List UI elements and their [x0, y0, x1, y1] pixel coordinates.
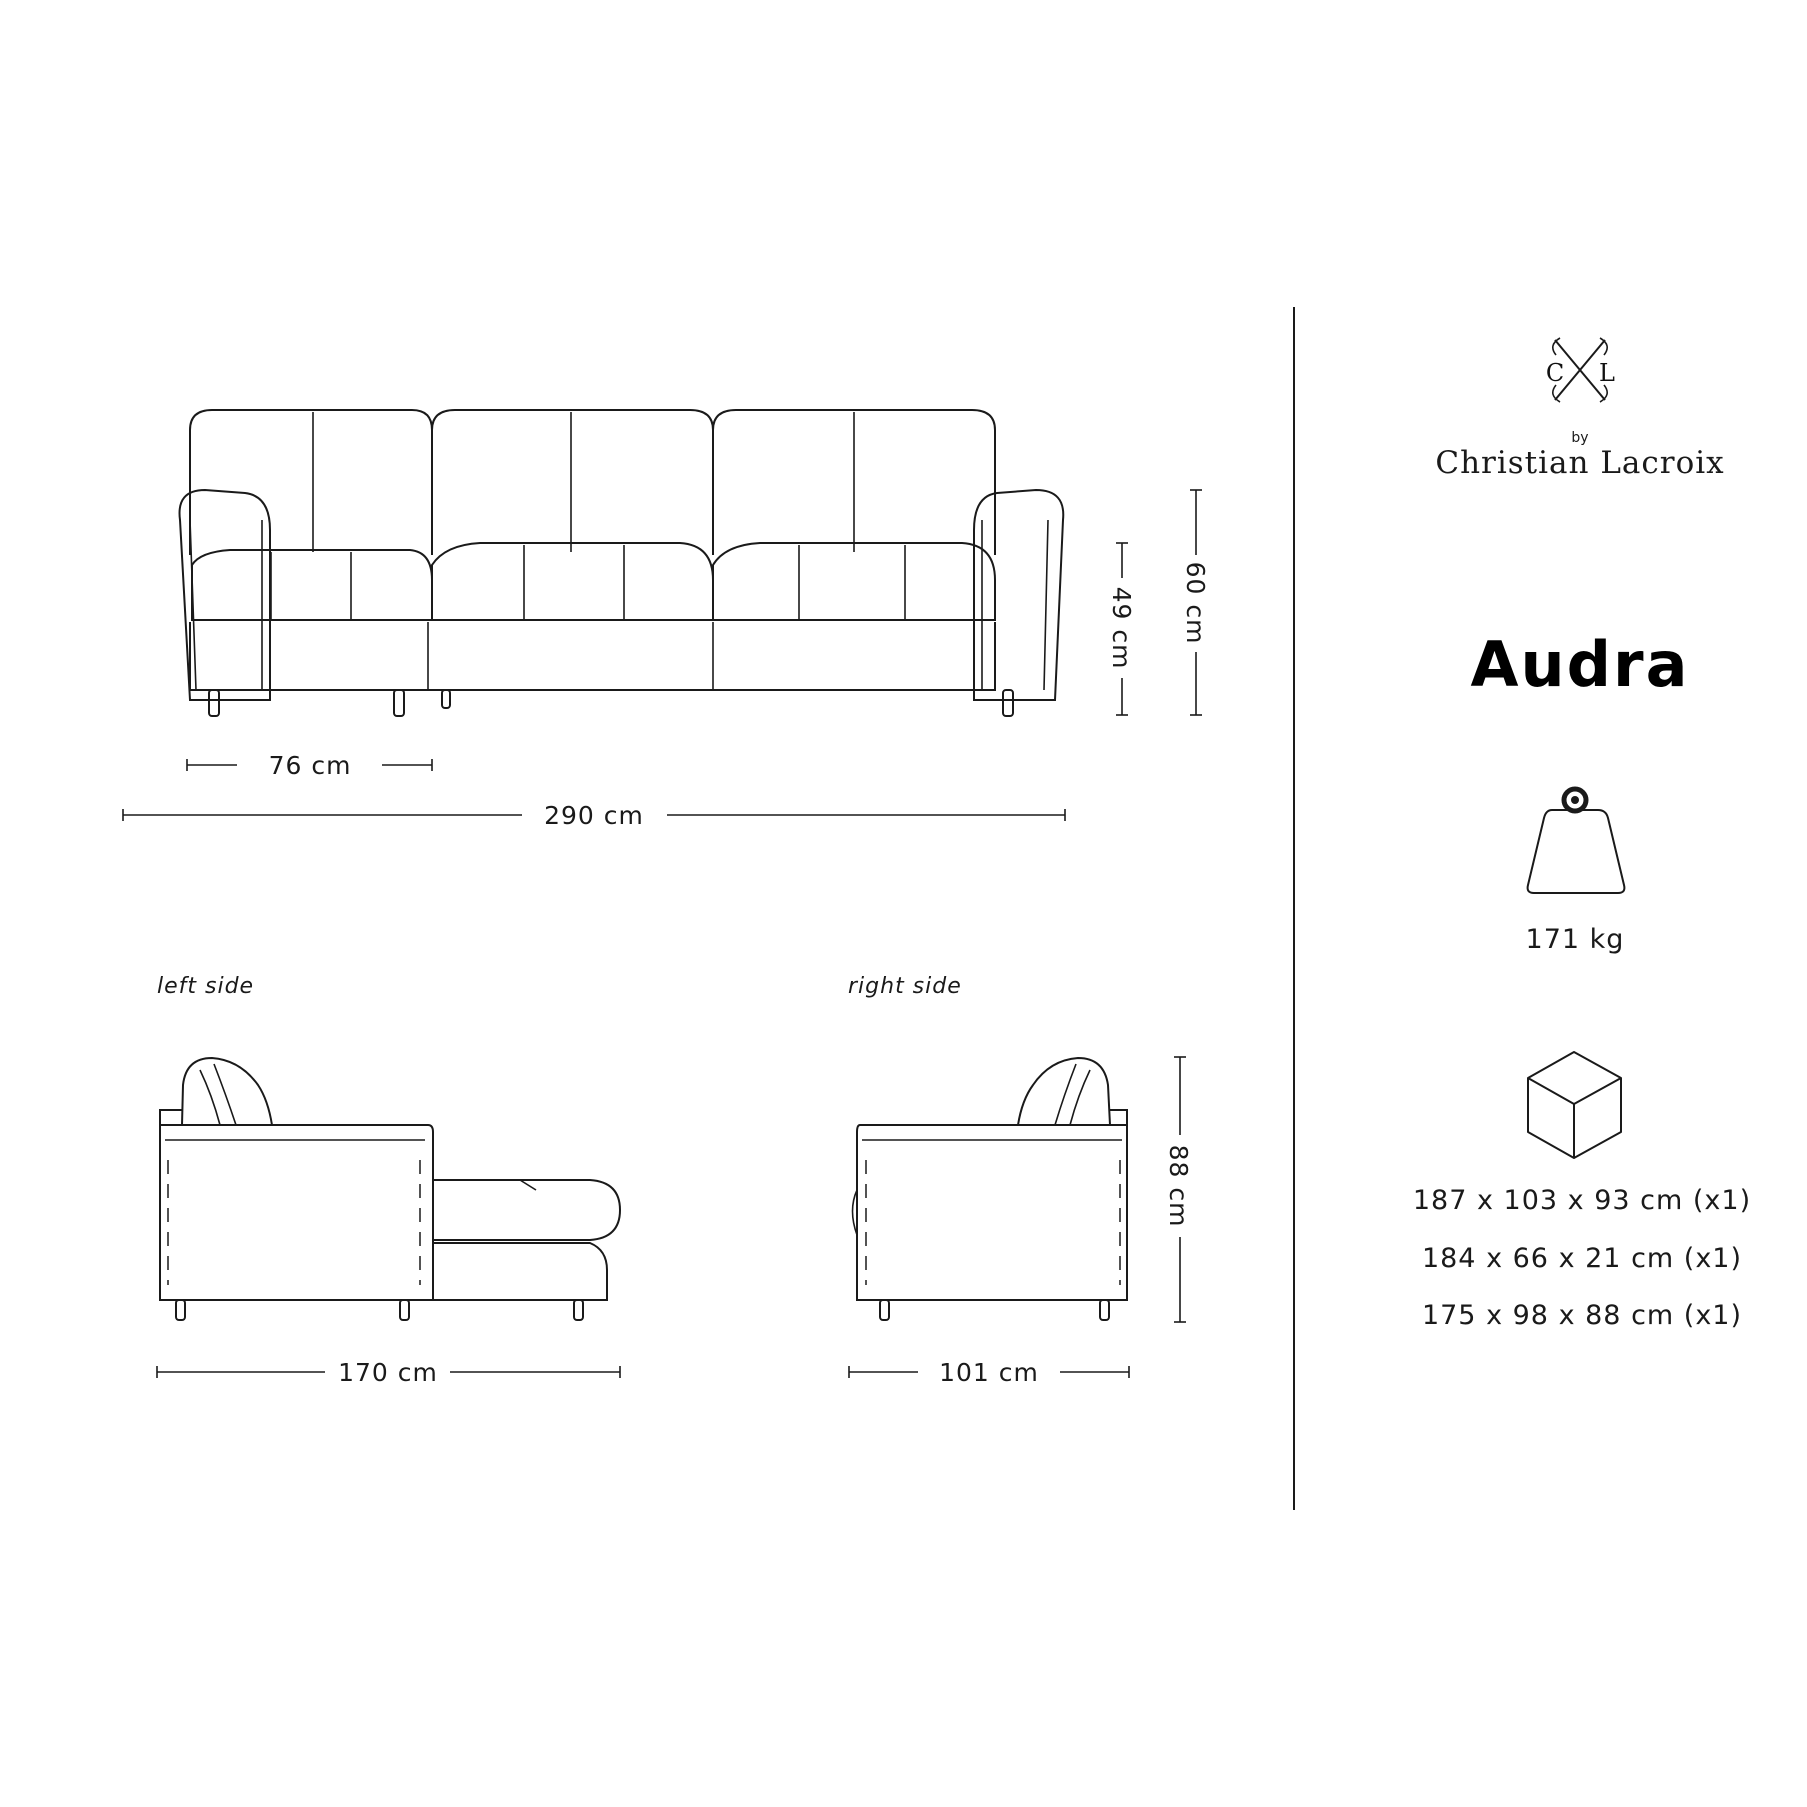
package-box-icon: [1528, 1052, 1621, 1158]
dim-seat-height: [1107, 543, 1136, 715]
sofa-left-side-view: [160, 1058, 620, 1320]
dim-seat-width: [187, 751, 432, 780]
package-1: 187 x 103 x 93 cm (x1): [1412, 1185, 1752, 1216]
seat-width-label: 76 cm: [268, 751, 352, 780]
brand-name: Christian Lacroix: [1435, 445, 1725, 481]
right-depth-label: 101 cm: [939, 1358, 1039, 1387]
arm-height-label: 60 cm: [1181, 561, 1210, 645]
cxl-logo-icon: [1546, 338, 1615, 402]
dim-right-height: [1164, 1057, 1193, 1322]
dim-right-depth: [849, 1358, 1129, 1387]
package-2: 184 x 66 x 21 cm (x1): [1421, 1243, 1743, 1274]
weight-icon: [1528, 789, 1625, 893]
dim-total-width: [123, 801, 1065, 830]
svg-text:C: C: [1545, 359, 1565, 387]
left-side-label: left side: [157, 974, 255, 999]
seat-height-label: 49 cm: [1107, 586, 1136, 670]
weight-value: 171 kg: [1525, 924, 1625, 955]
left-depth-label: 170 cm: [338, 1358, 438, 1387]
dim-arm-height: [1181, 490, 1210, 715]
right-side-label: right side: [848, 974, 962, 999]
right-height-label: 88 cm: [1164, 1144, 1193, 1228]
brand-by: by: [1571, 430, 1589, 446]
sofa-front-view: [180, 410, 1064, 716]
sofa-right-side-view: [853, 1058, 1128, 1320]
product-name: Audra: [1470, 628, 1690, 701]
svg-text:L: L: [1599, 359, 1615, 387]
total-width-label: 290 cm: [544, 801, 644, 830]
package-3: 175 x 98 x 88 cm (x1): [1421, 1300, 1743, 1331]
dim-left-depth: [157, 1358, 620, 1387]
